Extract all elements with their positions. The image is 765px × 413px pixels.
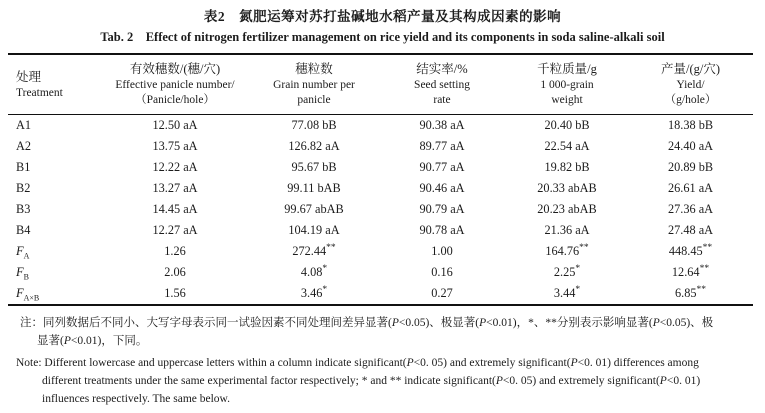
value-cell-col-1: 12.50 aA: [152, 118, 198, 132]
column-header-0-line-1: Treatment: [16, 86, 63, 99]
column-header-2: [250, 54, 378, 115]
value-cell-col-2: 99.67 abAB: [284, 202, 344, 216]
table-row: [8, 199, 753, 220]
column-header-5-line-1: Yield/: [676, 79, 705, 91]
value-cell-col-5: 27.36 aA: [667, 202, 714, 216]
column-header-2-line-1: Grain number per: [273, 79, 355, 91]
column-header-2-line-2: panicle: [297, 94, 331, 106]
value-cell-col-2: 95.67 bB: [291, 160, 337, 174]
value-cell-col-5: 12.64**: [671, 263, 710, 279]
note-chinese-line-0: 注：同列数据后不同小、大写字母表示同一试验因素不同处理间差异显著(P<0.05)、极显著(P<0.01)，*、**分别表示影响显著(P<0.05)、极: [20, 317, 714, 329]
note-chinese: [0, 314, 765, 350]
value-cell-col-1: 2.06: [164, 265, 186, 279]
value-cell-col-1: 1.56: [164, 286, 186, 300]
value-cell-col-4: 2.25*: [553, 263, 581, 279]
value-cell-col-4: 164.76**: [545, 242, 589, 258]
note-chinese-line-1: 显著(P<0.01)，下同。: [37, 335, 148, 347]
table-title-chinese: 表2 氮肥运筹对苏打盐碱地水稻产量及其构成因素的影响: [203, 9, 562, 24]
column-header-4-line-1: 1 000-grain: [540, 79, 594, 91]
value-cell-col-1: 12.22 aA: [152, 160, 198, 174]
column-header-5-line-0: 产量/(g/穴): [660, 62, 721, 76]
header-row: [8, 54, 753, 115]
column-header-4-line-2: weight: [551, 94, 583, 106]
value-cell-col-4: 20.33 abAB: [537, 181, 597, 195]
column-header-3-line-0: 结实率/%: [416, 62, 468, 76]
column-header-3-line-1: Seed setting: [414, 79, 470, 91]
value-cell-col-4: 22.54 aA: [544, 139, 590, 153]
column-header-5: [628, 54, 753, 115]
value-cell-col-5: 27.48 aA: [667, 223, 714, 237]
note-english: [0, 354, 765, 408]
treatment-cell: A2: [16, 139, 32, 153]
column-header-3: [378, 54, 506, 115]
table-row: [8, 241, 753, 262]
value-cell-col-3: 90.78 aA: [419, 223, 465, 237]
table-row: [8, 283, 753, 305]
value-cell-col-3: 90.46 aA: [419, 181, 465, 195]
value-cell-col-5: 20.89 bB: [667, 160, 714, 174]
value-cell-col-2: 3.46*: [300, 284, 328, 300]
value-cell-col-2: 126.82 aA: [288, 139, 340, 153]
value-cell-col-5: 26.61 aA: [667, 181, 714, 195]
value-cell-col-3: 90.38 aA: [419, 118, 465, 132]
value-cell-col-1: 1.26: [164, 244, 186, 258]
value-cell-col-1: 14.45 aA: [152, 202, 198, 216]
value-cell-col-5: 18.38 bB: [667, 118, 714, 132]
table-row: [8, 178, 753, 199]
value-cell-col-1: 13.27 aA: [152, 181, 198, 195]
value-cell-col-2: 99.11 bAB: [287, 181, 341, 195]
results-table: [8, 53, 753, 306]
table-row: [8, 262, 753, 283]
column-header-1: [100, 54, 250, 115]
column-header-3-line-2: rate: [433, 94, 451, 106]
column-header-0: [8, 54, 100, 115]
table-row: [8, 115, 753, 137]
treatment-cell: $F_A$: [16, 244, 30, 261]
value-cell-col-3: 0.27: [431, 286, 453, 300]
treatment-cell: A1: [16, 118, 32, 132]
column-header-1-line-1: Effective panicle number/: [115, 79, 235, 91]
column-header-5-line-2: （g/hole）: [664, 94, 717, 106]
value-cell-col-2: 272.44**: [292, 242, 336, 258]
table-row: [8, 136, 753, 157]
treatment-cell: $F_B$: [16, 265, 29, 282]
column-header-4-line-0: 千粒质量/g: [537, 62, 597, 76]
column-header-4: [506, 54, 628, 115]
treatment-cell: B1: [16, 160, 31, 174]
value-cell-col-1: 13.75 aA: [152, 139, 198, 153]
value-cell-col-3: 0.16: [431, 265, 453, 279]
value-cell-col-2: 77.08 bB: [291, 118, 337, 132]
value-cell-col-3: 90.79 aA: [419, 202, 465, 216]
value-cell-col-4: 19.82 bB: [544, 160, 590, 174]
table-body: [8, 115, 753, 306]
column-header-1-line-2: （Panicle/hole）: [135, 94, 215, 106]
value-cell-col-4: 20.40 bB: [544, 118, 590, 132]
column-header-2-line-0: 穗粒数: [295, 62, 333, 76]
value-cell-col-1: 12.27 aA: [152, 223, 198, 237]
value-cell-col-3: 1.00: [431, 244, 453, 258]
note-english-line-0: Note: Different lowercase and uppercase letters within a column indicate significant(P<0. 05) and extremely significant(P<0. 01) differences among: [16, 357, 699, 369]
value-cell-col-4: 21.36 aA: [544, 223, 590, 237]
table-row: [8, 157, 753, 178]
table-title-english: Tab. 2 Effect of nitrogen fertilizer management on rice yield and its components in soda saline-alkali soil: [100, 30, 665, 44]
column-header-1-line-0: 有效穗数/(穗/穴): [129, 62, 221, 76]
note-english-line-1: different treatments under the same experimental factor respectively; * and ** indicate significant(P<0. 05) and extremely significant(P<0. 01): [42, 375, 701, 387]
value-cell-col-5: 448.45**: [668, 242, 713, 258]
table-row: [8, 220, 753, 241]
value-cell-col-5: 24.40 aA: [667, 139, 714, 153]
treatment-cell: B3: [16, 202, 31, 216]
treatment-cell: B4: [16, 223, 31, 237]
treatment-cell: B2: [16, 181, 31, 195]
value-cell-col-4: 20.23 abAB: [537, 202, 597, 216]
value-cell-col-4: 3.44*: [553, 284, 581, 300]
value-cell-col-2: 104.19 aA: [288, 223, 340, 237]
column-header-0-line-0: 处理: [16, 69, 42, 84]
value-cell-col-3: 90.77 aA: [419, 160, 465, 174]
treatment-cell: $F_{A\times B}$: [16, 286, 40, 303]
value-cell-col-5: 6.85**: [674, 284, 707, 300]
value-cell-col-2: 4.08*: [300, 263, 328, 279]
table-header: [8, 54, 753, 115]
note-english-line-2: influences respectively. The same below.: [42, 393, 230, 405]
table-notes: [0, 314, 765, 408]
value-cell-col-3: 89.77 aA: [419, 139, 465, 153]
